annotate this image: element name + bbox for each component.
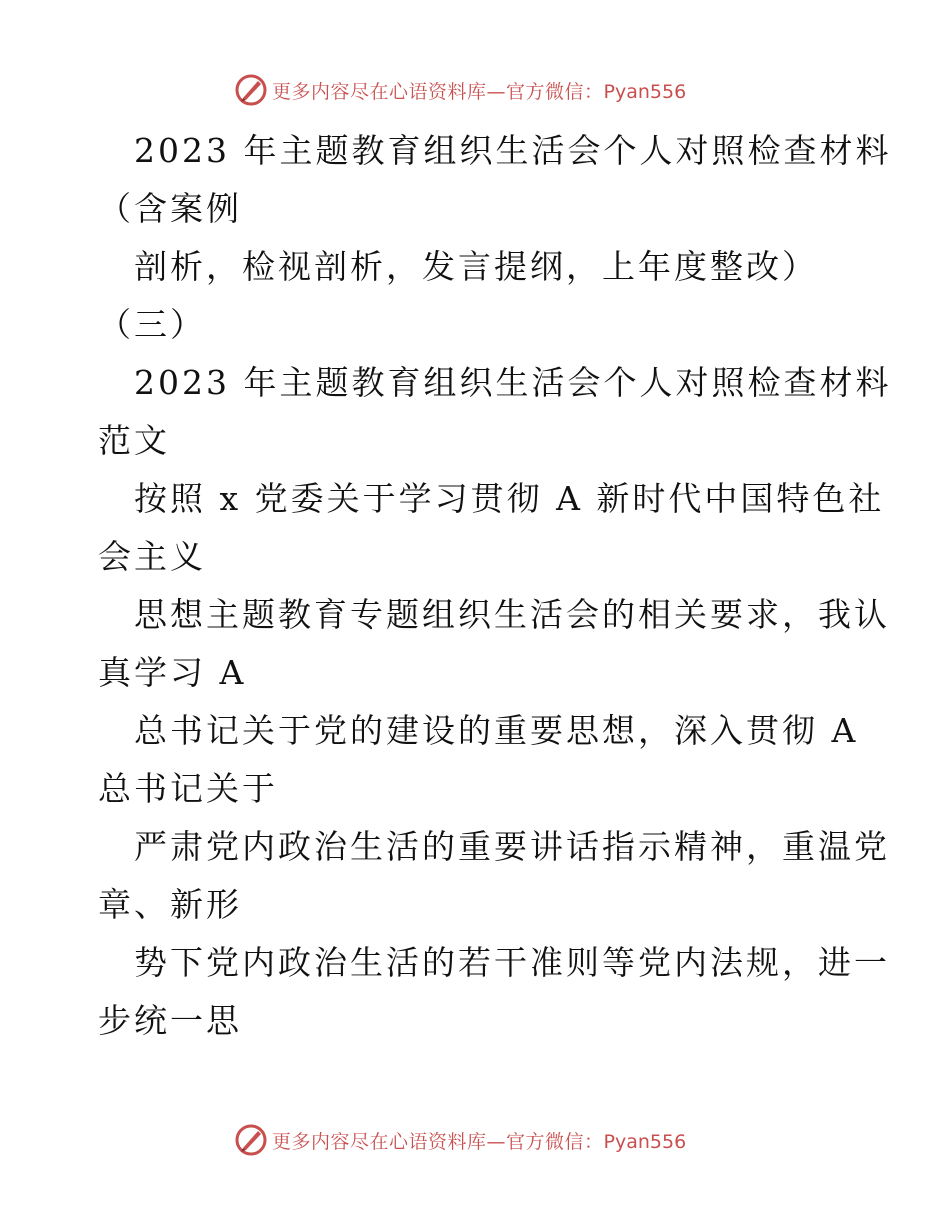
text-line: （三） [98, 305, 206, 344]
pen-circle-icon [234, 73, 268, 107]
text-line: 2023 年主题教育组织生活会个人对照检查材料 [134, 363, 892, 402]
text-line: 严肃党内政治生活的重要讲话指示精神，重温党 [134, 827, 890, 866]
text-line: 2023 年主题教育组织生活会个人对照检查材料 [134, 131, 892, 170]
text-line: 真学习 A [98, 653, 247, 692]
text-line: （含案例 [98, 189, 242, 228]
text-line: 会主义 [98, 537, 206, 576]
watermark-text: 更多内容尽在心语资料库—官方微信：Pyan556 [272, 1130, 687, 1153]
text-line: 总书记关于党的建设的重要思想，深入贯彻 A [134, 711, 859, 750]
text-line: 剖析，检视剖析，发言提纲，上年度整改） [134, 247, 818, 286]
header-watermark [234, 72, 686, 108]
text-line: 范文 [98, 421, 170, 460]
text-line: 势下党内政治生活的若干准则等党内法规，进一 [134, 943, 890, 982]
watermark-text: 更多内容尽在心语资料库—官方微信：Pyan556 [272, 80, 687, 103]
watermark-wechat-id: Pyan556 [603, 80, 687, 103]
document-body [98, 122, 892, 1050]
text-line: 总书记关于 [98, 769, 278, 808]
text-line: 思想主题教育专题组织生活会的相关要求，我认 [134, 595, 890, 634]
text-line: 按照 x 党委关于学习贯彻 A 新时代中国特色社 [134, 479, 885, 518]
watermark-wechat-id: Pyan556 [603, 1130, 687, 1153]
text-line: 步统一思 [98, 1001, 242, 1040]
pen-circle-icon [234, 1123, 268, 1157]
text-line: 章、新形 [98, 885, 242, 924]
footer-watermark [234, 1122, 686, 1158]
